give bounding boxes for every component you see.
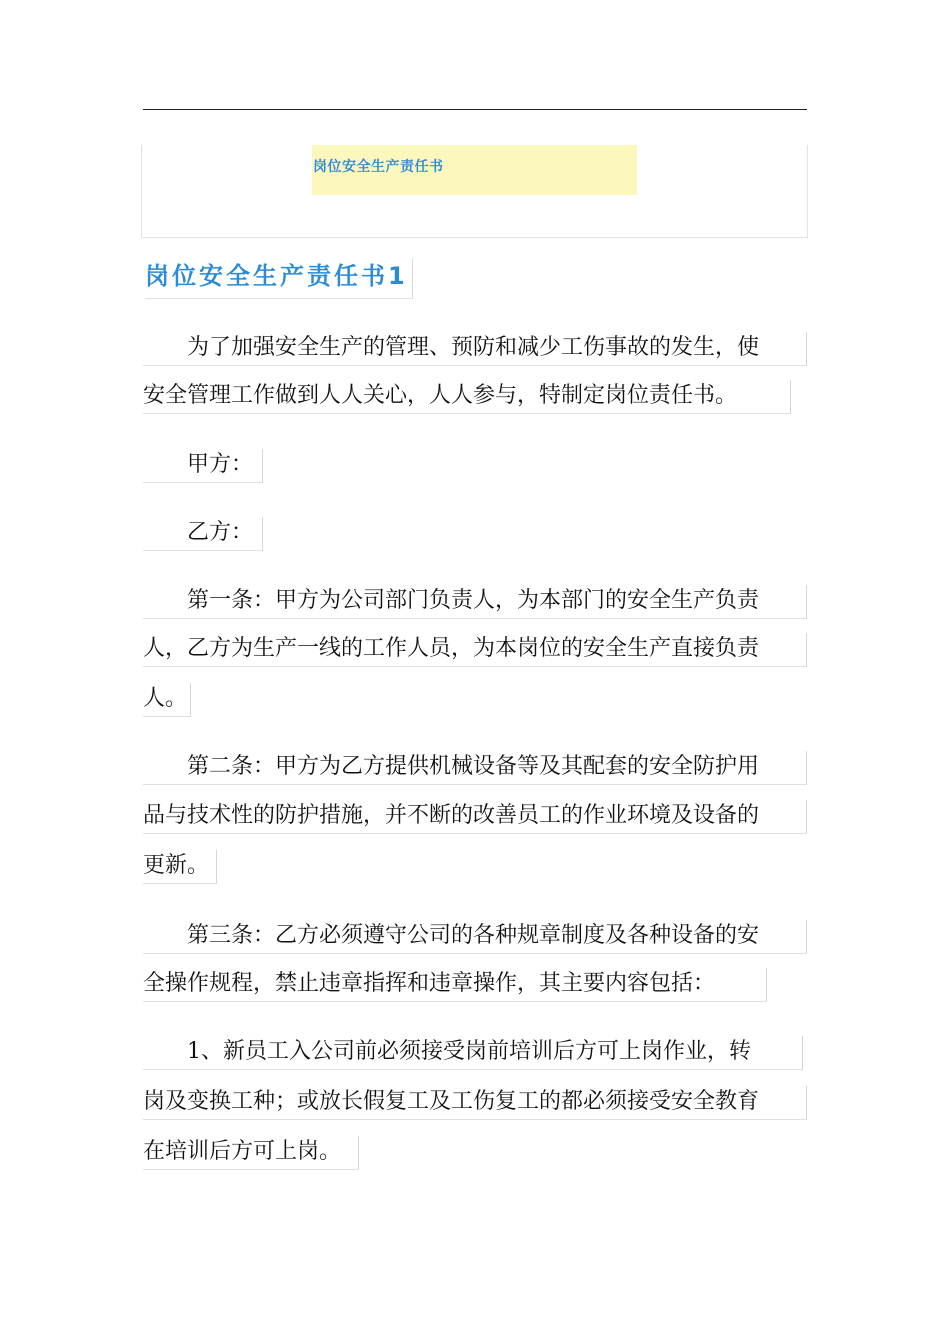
paragraph-line: 第一条：甲方为公司部门负责人，为本部门的安全生产负责 xyxy=(143,585,807,619)
paragraph-line: 更新。 xyxy=(143,850,217,884)
paragraph-line: 1、新员工入公司前必须接受岗前培训后方可上岗作业，转 xyxy=(143,1036,803,1070)
paragraph-line: 人。 xyxy=(143,683,191,717)
paragraph-line: 全操作规程，禁止违章指挥和违章操作，其主要内容包括： xyxy=(143,968,767,1002)
section-heading: 岗位安全生产责任书1 xyxy=(145,258,413,299)
paragraph-line: 人，乙方为生产一线的工作人员，为本岗位的安全生产直接负责 xyxy=(143,633,807,667)
party-b-line: 乙方： xyxy=(143,517,263,551)
header-title: 岗位安全生产责任书 xyxy=(313,159,444,175)
paragraph-line: 岗及变换工种；或放长假复工及工伤复工的都必须接受安全教育 xyxy=(143,1086,807,1120)
paragraph-line: 为了加强安全生产的管理、预防和减少工伤事故的发生，使 xyxy=(143,332,807,366)
paragraph-line: 安全管理工作做到人人关心，人人参与，特制定岗位责任书。 xyxy=(143,380,791,414)
header-rule xyxy=(143,109,807,110)
paragraph-line: 在培训后方可上岗。 xyxy=(143,1136,359,1170)
party-a-line: 甲方： xyxy=(143,449,263,483)
paragraph-line: 品与技术性的防护措施，并不断的改善员工的作业环境及设备的 xyxy=(143,800,807,834)
paragraph-line: 第二条：甲方为乙方提供机械设备等及其配套的安全防护用 xyxy=(143,751,807,785)
paragraph-line: 第三条：乙方必须遵守公司的各种规章制度及各种设备的安 xyxy=(143,920,807,954)
